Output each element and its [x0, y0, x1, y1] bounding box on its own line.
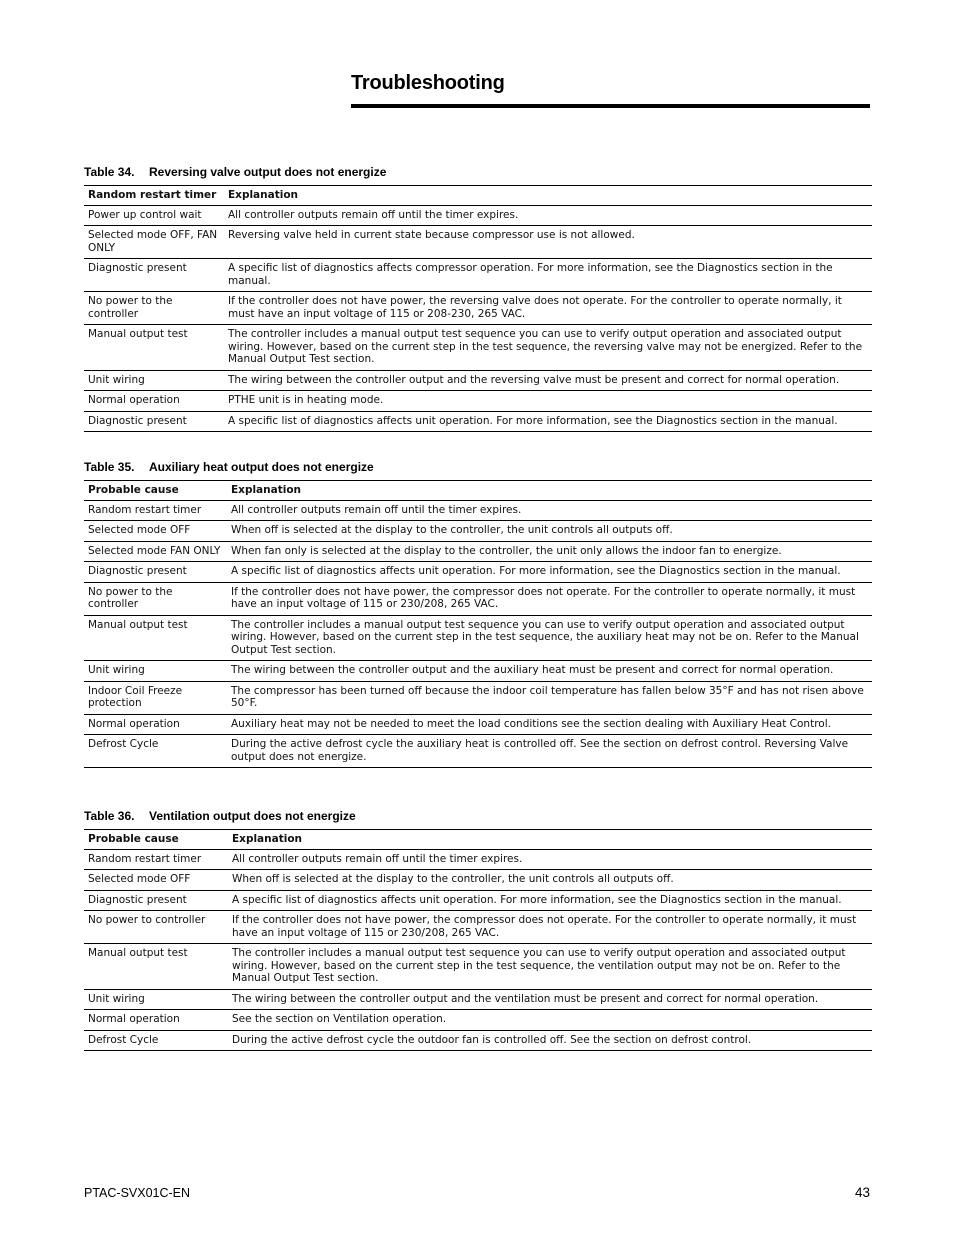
- table-caption: [84, 165, 872, 185]
- explanation-cell: When off is selected at the display to the controller, the unit controls all outputs off.: [227, 521, 872, 542]
- table-row: [84, 911, 872, 944]
- table-row: [84, 521, 872, 542]
- title-rule: [351, 104, 870, 108]
- column-header-cause: Probable cause: [84, 481, 227, 501]
- table-header-row: [84, 186, 872, 206]
- cause-cell: Manual output test: [84, 615, 227, 661]
- cause-cell: Manual output test: [84, 944, 228, 990]
- table-row: [84, 541, 872, 562]
- cause-cell: Selected mode OFF: [84, 521, 227, 542]
- explanation-cell: The controller includes a manual output test sequence you can use to verify output operation and associated output wiring. However, based on the current step in the test sequence, the ventilation output may not be on. Refer to the Manual Output Test section.: [228, 944, 872, 990]
- data-table: [84, 829, 872, 1051]
- table-row: [84, 325, 872, 371]
- cause-cell: Unit wiring: [84, 661, 227, 682]
- cause-cell: Selected mode OFF: [84, 870, 228, 891]
- explanation-cell: During the active defrost cycle the auxiliary heat is controlled off. See the section on defrost control. Reversing Valve output does not energize.: [227, 735, 872, 768]
- cause-cell: Defrost Cycle: [84, 1030, 228, 1051]
- table-title: Ventilation output does not energize: [149, 809, 356, 823]
- column-header-explanation: Explanation: [224, 186, 872, 206]
- explanation-cell: The compressor has been turned off because the indoor coil temperature has fallen below 35°F and has not risen above 50°F.: [227, 681, 872, 714]
- data-table: [84, 480, 872, 768]
- table-34: [84, 165, 872, 432]
- table-header-row: [84, 830, 872, 850]
- table-row: [84, 944, 872, 990]
- cause-cell: Random restart timer: [84, 849, 228, 870]
- cause-cell: Random restart timer: [84, 500, 227, 521]
- cause-cell: Power up control wait: [84, 205, 224, 226]
- cause-cell: Manual output test: [84, 325, 224, 371]
- table-row: [84, 989, 872, 1010]
- cause-cell: Normal operation: [84, 714, 227, 735]
- column-header-cause: Random restart timer: [84, 186, 224, 206]
- cause-cell: No power to the controller: [84, 292, 224, 325]
- column-header-explanation: Explanation: [227, 481, 872, 501]
- explanation-cell: Auxiliary heat may not be needed to meet the load conditions see the section dealing with Auxiliary Heat Control.: [227, 714, 872, 735]
- explanation-cell: If the controller does not have power, the reversing valve does not operate. For the controller to operate normally, it must have an input voltage of 115 or 208-230, 265 VAC.: [224, 292, 872, 325]
- explanation-cell: A specific list of diagnostics affects compressor operation. For more information, see the Diagnostics section in the manual.: [224, 259, 872, 292]
- explanation-cell: See the section on Ventilation operation.: [228, 1010, 872, 1031]
- table-row: [84, 562, 872, 583]
- cause-cell: Defrost Cycle: [84, 735, 227, 768]
- explanation-cell: Reversing valve held in current state because compressor use is not allowed.: [224, 226, 872, 259]
- table-row: [84, 391, 872, 412]
- page-number: 43: [854, 1185, 870, 1200]
- explanation-cell: PTHE unit is in heating mode.: [224, 391, 872, 412]
- table-36: [84, 809, 872, 1051]
- explanation-cell: During the active defrost cycle the outdoor fan is controlled off. See the section on defrost control.: [228, 1030, 872, 1051]
- cause-cell: Diagnostic present: [84, 259, 224, 292]
- explanation-cell: When off is selected at the display to the controller, the unit controls all outputs off.: [228, 870, 872, 891]
- table-row: [84, 582, 872, 615]
- table-title: Auxiliary heat output does not energize: [149, 460, 374, 474]
- table-row: [84, 1010, 872, 1031]
- column-header-explanation: Explanation: [228, 830, 872, 850]
- table-row: [84, 259, 872, 292]
- explanation-cell: All controller outputs remain off until the timer expires.: [228, 849, 872, 870]
- table-number: Table 35.: [84, 460, 135, 474]
- explanation-cell: The wiring between the controller output and the auxiliary heat must be present and correct for normal operation.: [227, 661, 872, 682]
- document-id: PTAC-SVX01C-EN: [84, 1186, 191, 1200]
- cause-cell: Diagnostic present: [84, 562, 227, 583]
- table-row: [84, 500, 872, 521]
- cause-cell: Diagnostic present: [84, 890, 228, 911]
- table-number: Table 36.: [84, 809, 135, 823]
- table-title: Reversing valve output does not energize: [149, 165, 387, 179]
- explanation-cell: If the controller does not have power, the compressor does not operate. For the controller to operate normally, it must have an input voltage of 115 or 230/208, 265 VAC.: [227, 582, 872, 615]
- table-row: [84, 870, 872, 891]
- table-35: [84, 460, 872, 768]
- cause-cell: Unit wiring: [84, 989, 228, 1010]
- table-row: [84, 370, 872, 391]
- explanation-cell: The wiring between the controller output and the ventilation must be present and correct for normal operation.: [228, 989, 872, 1010]
- cause-cell: Normal operation: [84, 1010, 228, 1031]
- table-row: [84, 226, 872, 259]
- explanation-cell: The controller includes a manual output test sequence you can use to verify output operation and associated output wiring. However, based on the current step in the test sequence, the auxiliary heat may not be on. Refer to the Manual Output Test section.: [227, 615, 872, 661]
- table-number: Table 34.: [84, 165, 135, 179]
- table-row: [84, 849, 872, 870]
- table-row: [84, 681, 872, 714]
- table-row: [84, 292, 872, 325]
- explanation-cell: When fan only is selected at the display to the controller, the unit only allows the indoor fan to energize.: [227, 541, 872, 562]
- explanation-cell: All controller outputs remain off until the timer expires.: [224, 205, 872, 226]
- table-header-row: [84, 481, 872, 501]
- cause-cell: No power to controller: [84, 911, 228, 944]
- table-row: [84, 615, 872, 661]
- table-row: [84, 411, 872, 432]
- table-row: [84, 735, 872, 768]
- data-table: [84, 185, 872, 432]
- explanation-cell: A specific list of diagnostics affects unit operation. For more information, see the Diagnostics section in the manual.: [227, 562, 872, 583]
- table-row: [84, 661, 872, 682]
- table-row: [84, 205, 872, 226]
- cause-cell: Indoor Coil Freeze protection: [84, 681, 227, 714]
- cause-cell: Selected mode FAN ONLY: [84, 541, 227, 562]
- explanation-cell: If the controller does not have power, the compressor does not operate. For the controller to operate normally, it must have an input voltage of 115 or 230/208, 265 VAC.: [228, 911, 872, 944]
- cause-cell: Normal operation: [84, 391, 224, 412]
- explanation-cell: A specific list of diagnostics affects unit operation. For more information, see the Diagnostics section in the manual.: [224, 411, 872, 432]
- cause-cell: No power to the controller: [84, 582, 227, 615]
- table-caption: [84, 809, 872, 829]
- column-header-cause: Probable cause: [84, 830, 228, 850]
- table-row: [84, 714, 872, 735]
- table-caption: [84, 460, 872, 480]
- table-row: [84, 890, 872, 911]
- cause-cell: Unit wiring: [84, 370, 224, 391]
- explanation-cell: The wiring between the controller output and the reversing valve must be present and correct for normal operation.: [224, 370, 872, 391]
- cause-cell: Diagnostic present: [84, 411, 224, 432]
- explanation-cell: All controller outputs remain off until the timer expires.: [227, 500, 872, 521]
- page-title: Troubleshooting: [351, 72, 505, 94]
- explanation-cell: A specific list of diagnostics affects unit operation. For more information, see the Diagnostics section in the manual.: [228, 890, 872, 911]
- explanation-cell: The controller includes a manual output test sequence you can use to verify output operation and associated output wiring. However, based on the current step in the test sequence, the reversing valve may not be energized. Refer to the Manual Output Test section.: [224, 325, 872, 371]
- cause-cell: Selected mode OFF, FAN ONLY: [84, 226, 224, 259]
- table-row: [84, 1030, 872, 1051]
